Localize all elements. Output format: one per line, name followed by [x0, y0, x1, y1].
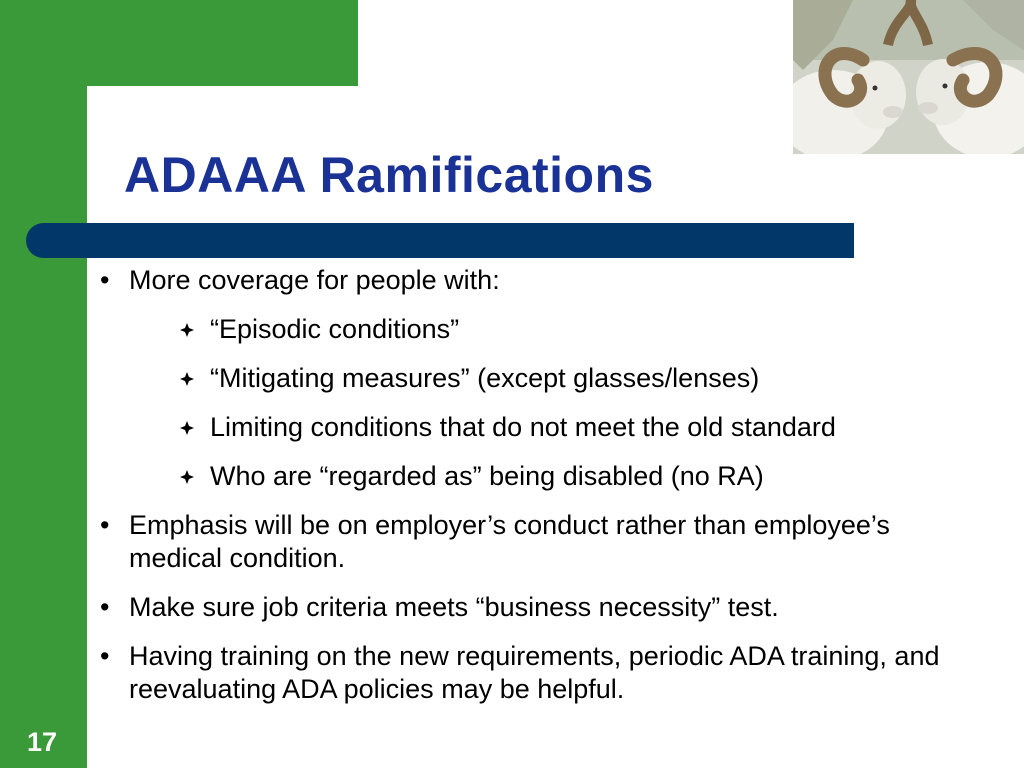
rams-photo	[793, 0, 1024, 154]
page-number: 17	[27, 727, 58, 757]
bullet-item	[98, 264, 1008, 493]
slide-title: ADAAA Ramifications	[124, 147, 654, 203]
bullet-item	[98, 591, 1008, 624]
bullet-dot-icon: •	[100, 265, 110, 295]
diamond-bullet-icon	[180, 372, 194, 386]
bullet-text: Emphasis will be on employer’s conduct rather than employee’s medical condition.	[129, 510, 890, 573]
diamond-bullet-icon	[180, 421, 194, 435]
bullet-dot-icon: •	[100, 510, 110, 540]
bullet-text: More coverage for people with:	[129, 265, 500, 295]
green-frame-left	[0, 0, 87, 768]
bullet-dot-icon: •	[100, 641, 110, 671]
bullet-item	[98, 640, 999, 706]
sub-bullet-item	[129, 411, 1008, 444]
bullet-text: Having training on the new requirements, periodic ADA training, and reevaluating ADA policies may be helpful.	[129, 641, 940, 704]
green-frame-top	[0, 0, 358, 86]
sub-bullet-text: Limiting conditions that do not meet the old standard	[210, 412, 836, 442]
sub-bullet-item	[129, 313, 1008, 346]
title-rule-bar	[26, 223, 854, 258]
sub-bullet-item	[129, 460, 1008, 493]
rams-butting-heads-photo	[793, 0, 1024, 154]
diamond-bullet-icon	[180, 323, 194, 337]
sub-bullet-text: “Episodic conditions”	[210, 314, 460, 344]
slide-content	[98, 264, 1008, 722]
sub-bullet-item	[129, 362, 1008, 395]
sub-bullet-text: “Mitigating measures” (except glasses/lenses)	[210, 363, 760, 393]
bullet-text: Make sure job criteria meets “business necessity” test.	[129, 592, 779, 622]
bullet-item	[98, 509, 949, 575]
diamond-bullet-icon	[180, 470, 194, 484]
bullet-dot-icon: •	[100, 592, 110, 622]
sub-bullet-text: Who are “regarded as” being disabled (no RA)	[210, 461, 764, 491]
